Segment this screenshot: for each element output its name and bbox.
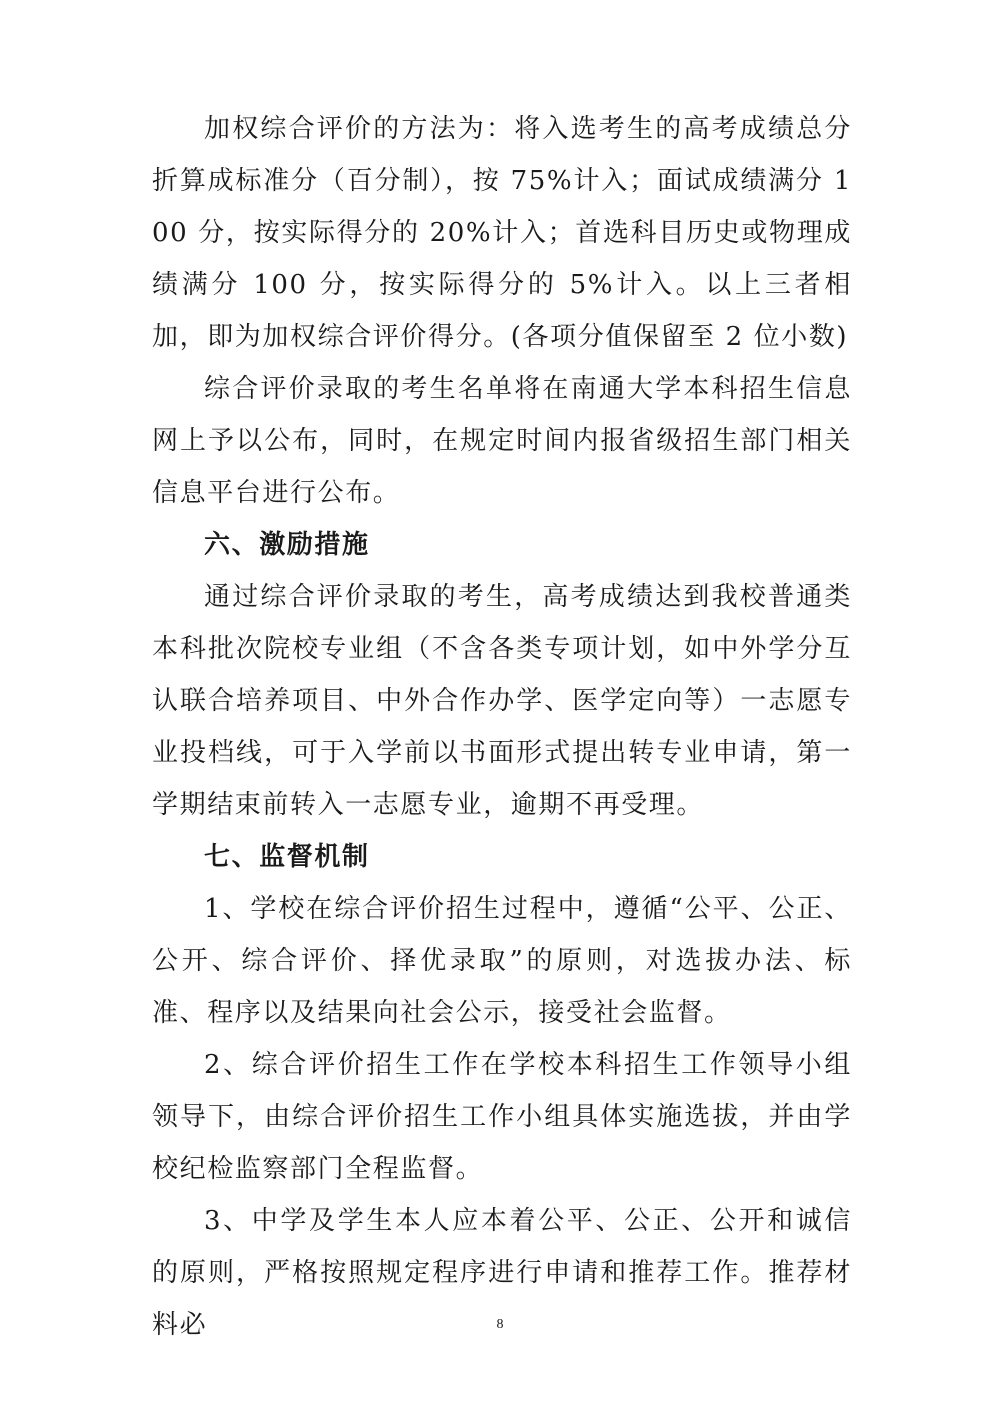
paragraph-supervision-item-2: 2、综合评价招生工作在学校本科招生工作领导小组领导下，由综合评价招生工作小组具体实施选拔，并由学校纪检监察部门全程监督。 <box>152 1050 852 1184</box>
section-heading-supervision: 七、监督机制 <box>204 842 370 872</box>
document-body <box>152 103 852 1351</box>
paragraph-supervision-item-3: 3、中学及学生本人应本着公平、公正、公开和诚信的原则，严格按照规定程序进行申请和推荐工作。推荐材料必 <box>152 1206 852 1340</box>
paragraph-admission-list-publication: 综合评价录取的考生名单将在南通大学本科招生信息网上予以公布，同时，在规定时间内报省级招生部门相关信息平台进行公布。 <box>152 374 852 508</box>
paragraph-supervision-item-1: 1、学校在综合评价招生过程中，遵循“公平、公正、公开、综合评价、择优录取”的原则，对选拔办法、标准、程序以及结果向社会公示，接受社会监督。 <box>152 894 853 1028</box>
paragraph-weighted-evaluation-method: 加权综合评价的方法为：将入选考生的高考成绩总分折算成标准分（百分制），按 75%计入；面试成绩满分 100 分，按实际得分的 20%计入；首选科目历史或物理成绩满分 100 分，按实际得分的 5%计入。以上三者相加，即为加权综合评价得分。(各项分值保留至 2 位小数) <box>152 114 852 352</box>
section-heading-incentives: 六、激励措施 <box>204 530 370 560</box>
page-number: 8 <box>496 1317 504 1332</box>
paragraph-major-transfer-incentive: 通过综合评价录取的考生，高考成绩达到我校普通类本科批次院校专业组（不含各类专项计划，如中外学分互认联合培养项目、中外合作办学、医学定向等）一志愿专业投档线，可于入学前以书面形式提出转专业申请，第一学期结束前转入一志愿专业，逾期不再受理。 <box>152 582 852 820</box>
